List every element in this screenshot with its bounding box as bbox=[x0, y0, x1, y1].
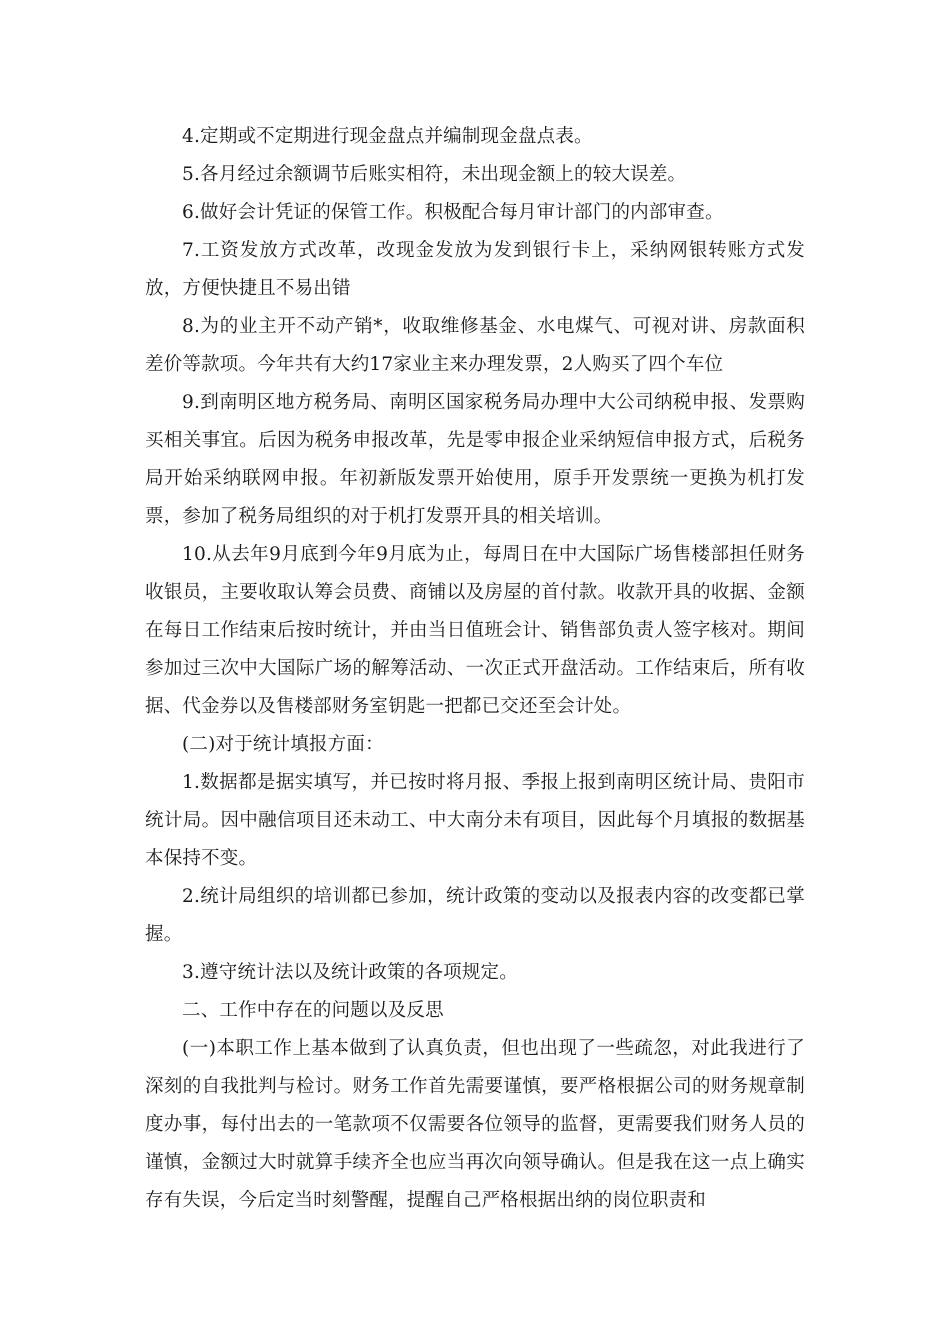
paragraph-item-6: 6.做好会计凭证的保管工作。积极配合每月审计部门的内部审查。 bbox=[182, 202, 724, 223]
paragraph-reflection-1: (一)本职工作上基本做到了认真负责，但也出现了一些疏忽，对此我进行了深刻的自我批判与检讨。财务工作首先需要谨慎，要严格根据公司的财务规章制度办事，每付出去的一笔款项不仅需要各位领导的监督，更需要我们财务人员的谨慎，金额过大时就算手续齐全也应当再次向领导确认。但是我在这一点上确实存有失误，今后定当时刻警醒，提醒自己严格根据出纳的岗位职责和 bbox=[145, 1038, 805, 1211]
paragraph-item-4: 4.定期或不定期进行现金盘点并编制现金盘点表。 bbox=[182, 126, 593, 147]
paragraph-item-10: 10.从去年9月底到今年9月底为止，每周日在中大国际广场售楼部担任财务收银员，主要收取认筹会员费、商铺以及房屋的首付款。收款开具的收据、金额在每日工作结束后按时统计，并由当日值班会计、销售部负责人签字核对。期间参加过三次中大国际广场的解筹活动、一次正式开盘活动。工作结束后，所有收据、代金券以及售楼部财务室钥匙一把都已交还至会计处。 bbox=[145, 544, 805, 717]
paragraph-item-8: 8.为的业主开不动产销*，收取维修基金、水电煤气、可视对讲、房款面积差价等款项。今年共有大约17家业主来办理发票，2人购买了四个车位 bbox=[145, 316, 805, 375]
paragraph-item-5: 5.各月经过余额调节后账实相符，未出现金额上的较大误差。 bbox=[182, 164, 687, 185]
document-body bbox=[145, 118, 805, 1220]
section-heading-statistics: (二)对于统计填报方面： bbox=[182, 734, 384, 755]
paragraph-stat-3: 3.遵守统计法以及统计政策的各项规定。 bbox=[182, 962, 518, 983]
paragraph-stat-1: 1.数据都是据实填写，并已按时将月报、季报上报到南明区统计局、贵阳市统计局。因中融信项目还未动工、中大南分未有项目，因此每个月填报的数据基本保持不变。 bbox=[145, 772, 805, 869]
paragraph-stat-2: 2.统计局组织的培训都已参加，统计政策的变动以及报表内容的改变都已掌握。 bbox=[145, 886, 805, 945]
paragraph-item-9: 9.到南明区地方税务局、南明区国家税务局办理中大公司纳税申报、发票购买相关事宜。后因为税务申报改革，先是零申报企业采纳短信申报方式，后税务局开始采纳联网申报。年初新版发票开始使用，原手开发票统一更换为机打发票，参加了税务局组织的对于机打发票开具的相关培训。 bbox=[145, 392, 805, 527]
section-heading-problems: 二、工作中存在的问题以及反思 bbox=[182, 1000, 444, 1021]
paragraph-item-7: 7.工资发放方式改革，改现金发放为发到银行卡上，采纳网银转账方式发放，方便快捷且不易出错 bbox=[145, 240, 805, 299]
